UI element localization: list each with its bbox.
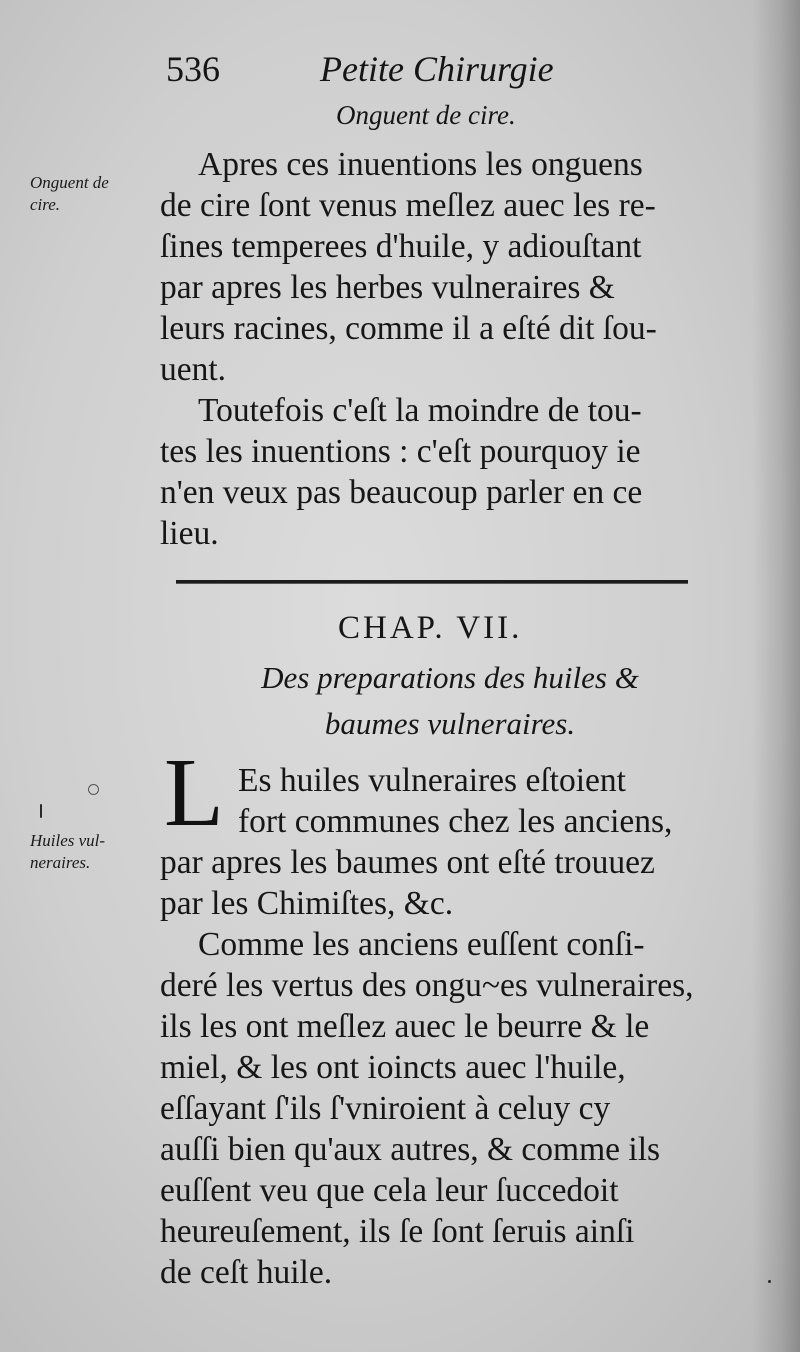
text-line: uent. xyxy=(160,351,227,388)
text-line: de cire ſont venus meſlez auec les re- xyxy=(160,187,656,224)
section-paragraph-2 xyxy=(160,390,735,554)
text-line: leurs racines, comme il a eſté dit ſou- xyxy=(160,310,657,347)
paper-speck xyxy=(40,804,42,818)
margin-note-line: Huiles vul- xyxy=(30,831,106,850)
text-line: par apres les herbes vulneraires & xyxy=(160,269,615,306)
text-line: ils les ont meſlez auec le beurre & le xyxy=(160,1008,650,1045)
chapter-heading: CHAP. VII. xyxy=(338,610,523,646)
text-line: ſines temperees d'huile, y adiouſtant xyxy=(160,228,642,265)
paper-speck xyxy=(88,784,99,795)
chapter-title-line-2: baumes vulneraires. xyxy=(324,706,576,741)
margin-note-line: neraires. xyxy=(30,853,91,872)
paper-speck xyxy=(768,1280,771,1283)
drop-cap-letter: L xyxy=(164,739,224,847)
text-line: Toutefois c'eſt la moindre de tou- xyxy=(198,392,642,429)
section-title: Onguent de cire. xyxy=(336,100,516,130)
chapter-title-line-1: Des preparations des huiles & xyxy=(261,660,639,695)
section-divider-rule xyxy=(176,580,688,584)
text-line: euſſent veu que cela leur ſuccedoit xyxy=(160,1172,619,1209)
page-header xyxy=(160,48,720,98)
running-title: Petite Chirurgie xyxy=(320,49,554,89)
text-line: tes les inuentions : c'eſt pourquoy ie xyxy=(160,433,641,470)
text-line: par apres les baumes ont eſté trouuez xyxy=(160,844,655,881)
page-gutter-shadow xyxy=(752,0,800,1352)
text-line: par les Chimiſtes, &c. xyxy=(160,885,454,922)
chapter-first-lines xyxy=(238,760,738,842)
text-line: lieu. xyxy=(160,515,219,552)
text-line: auſſi bien qu'aux autres, & comme ils xyxy=(160,1131,661,1168)
margin-note-line: cire. xyxy=(30,195,61,214)
text-line: Apres ces inuentions les onguens xyxy=(198,146,643,183)
text-line: deré les vertus des ongu~es vulneraires, xyxy=(160,967,694,1004)
text-line: fort communes chez les anciens, xyxy=(238,803,673,840)
text-line: Comme les anciens euſſent conſi- xyxy=(198,926,645,963)
section-paragraph-1 xyxy=(160,144,735,390)
chapter-paragraph-1-rest xyxy=(160,842,735,924)
text-line: eſſayant ſ'ils ſ'vniroient à celuy cy xyxy=(160,1090,611,1127)
margin-note-huiles xyxy=(30,830,105,874)
margin-note-line: Onguent de xyxy=(30,173,109,192)
text-line: miel, & les ont ioincts auec l'huile, xyxy=(160,1049,626,1086)
margin-note-onguent xyxy=(30,172,109,216)
text-line: n'en veux pas beaucoup parler en ce xyxy=(160,474,643,511)
text-line: heureuſement, ils ſe ſont ſeruis ainſi xyxy=(160,1213,635,1250)
text-line: de ceſt huile. xyxy=(160,1254,333,1291)
chapter-paragraph-2 xyxy=(160,924,735,1293)
text-line: Es huiles vulneraires eſtoient xyxy=(238,762,626,799)
page-number: 536 xyxy=(166,49,220,89)
